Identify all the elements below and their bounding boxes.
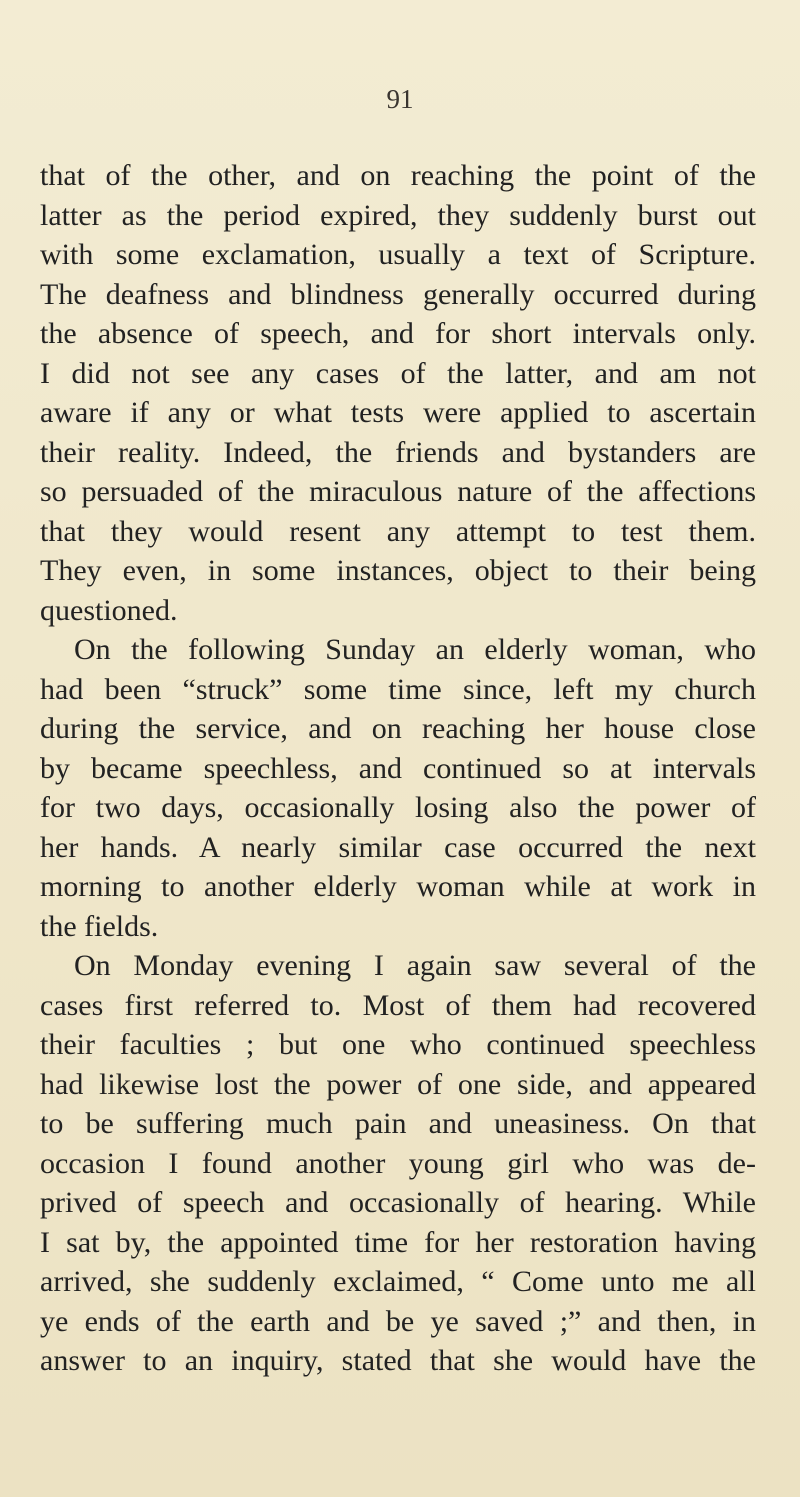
text-line: had been “struck” some time since, left my church (40, 672, 756, 706)
body-text (40, 156, 756, 1381)
paragraph-start-line: On Monday evening I again saw several of the (74, 949, 756, 982)
text-line: occasion I found another young girl who was de- (40, 1146, 756, 1180)
text-line: so persuaded of the miraculous nature of the affections (40, 475, 756, 508)
text-line: The deafness and blindness generally occurred during (40, 277, 756, 311)
text-line: prived of speech and occasionally of hearing. While (40, 1186, 756, 1219)
text-line: her hands. A nearly similar case occurred the next (40, 830, 756, 864)
page-number: 91 (386, 84, 414, 114)
text-line: latter as the period expired, they suddenly burst out (40, 198, 756, 232)
text-line: arrived, she suddenly exclaimed, “ Come unto me all (40, 1265, 756, 1298)
text-line: cases first referred to. Most of them had recovered (40, 988, 756, 1022)
paragraph-start-line: On the following Sunday an elderly woman, who (74, 633, 756, 666)
text-line: that they would resent any attempt to test them. (40, 514, 756, 548)
text-line: that of the other, and on reaching the point of the (40, 159, 756, 192)
paragraph-end-line: the fields. (40, 909, 159, 943)
text-line: their faculties ; but one who continued speechless (40, 1028, 756, 1061)
text-line: with some exclamation, usually a text of Scripture. (40, 238, 756, 271)
text-line: the absence of speech, and for short intervals only. (40, 317, 756, 350)
text-line: I did not see any cases of the latter, and am not (40, 356, 756, 390)
paragraph-end-line: questioned. (40, 593, 178, 627)
text-line: during the service, and on reaching her house close (40, 712, 756, 745)
text-line: I sat by, the appointed time for her restoration having (40, 1225, 756, 1259)
text-line: to be suffering much pain and uneasiness. On that (40, 1107, 756, 1140)
text-line: by became speechless, and continued so at intervals (40, 751, 756, 785)
text-line: aware if any or what tests were applied to ascertain (40, 396, 756, 429)
text-line: They even, in some instances, object to their being (40, 554, 756, 587)
text-line: for two days, occasionally losing also the power of (40, 791, 756, 824)
text-line: answer to an inquiry, stated that she would have the (40, 1344, 756, 1377)
text-line: morning to another elderly woman while at work in (40, 870, 756, 903)
text-line: their reality. Indeed, the friends and bystanders are (40, 435, 756, 469)
text-line: had likewise lost the power of one side, and appeared (40, 1067, 756, 1101)
text-line: ye ends of the earth and be ye saved ;” and then, in (40, 1304, 756, 1338)
